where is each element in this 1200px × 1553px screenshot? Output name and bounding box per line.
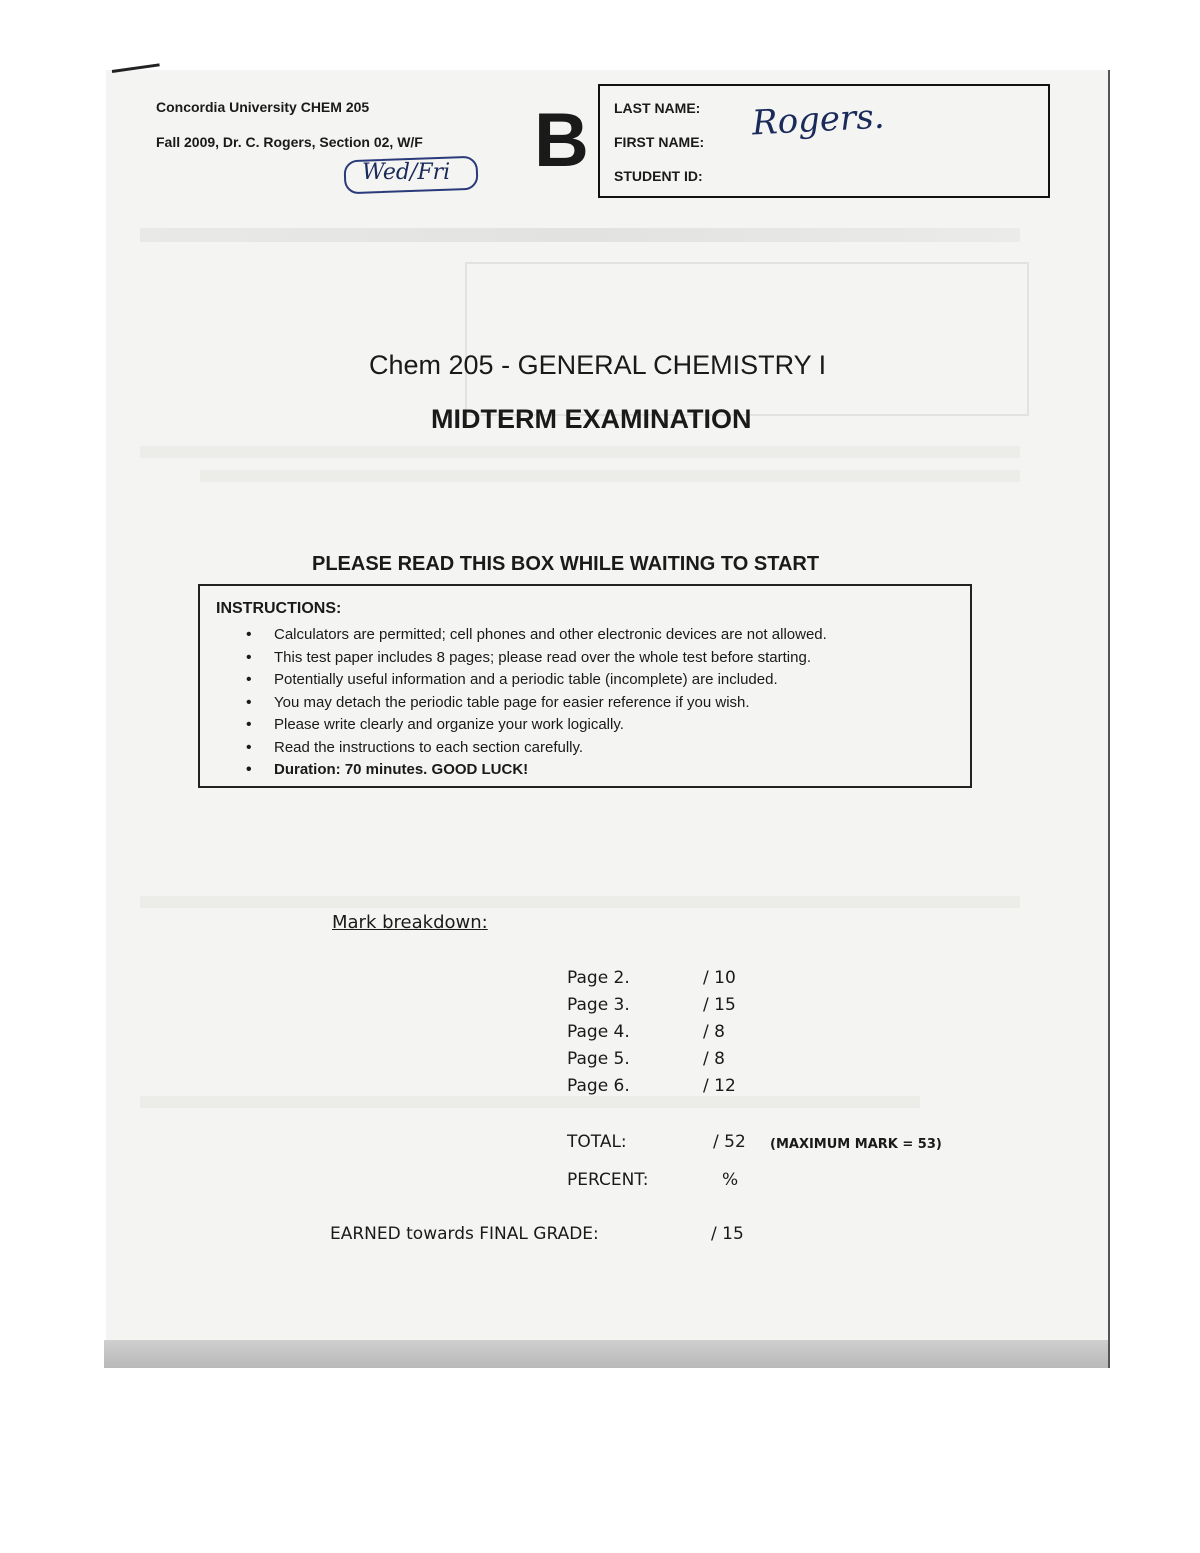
mark-row-page: Page 3. xyxy=(567,995,630,1015)
instruction-item-duration: • Duration: 70 minutes. GOOD LUCK! xyxy=(238,759,827,782)
mark-row-page: Page 5. xyxy=(567,1049,630,1069)
university-line: Concordia University CHEM 205 xyxy=(156,99,370,115)
student-id-label: STUDENT ID: xyxy=(614,168,703,184)
exam-title: MIDTERM EXAMINATION xyxy=(431,404,752,434)
course-line: Fall 2009, Dr. C. Rogers, Section 02, W/F xyxy=(156,134,423,150)
earned-marks: / 15 xyxy=(711,1224,744,1244)
instruction-item: • Calculators are permitted; cell phones and other electronic devices are not allowed. xyxy=(238,624,827,647)
scan-edge-shadow xyxy=(104,1340,1108,1368)
mark-row-page: Page 2. xyxy=(567,968,630,988)
mark-row-page: Page 4. xyxy=(567,1022,630,1042)
mark-row-marks: / 15 xyxy=(703,995,736,1015)
total-label: TOTAL: xyxy=(567,1132,627,1152)
instruction-item: • Potentially useful information and a periodic table (incomplete) are included. xyxy=(238,669,827,692)
mark-row-page: Page 6. xyxy=(567,1076,630,1096)
mark-breakdown-title-text: Mark breakdown xyxy=(332,912,482,933)
mark-breakdown-title: Mark breakdown: xyxy=(332,912,488,933)
handwritten-section: Wed/Fri xyxy=(362,160,451,185)
maximum-mark-note: (MAXIMUM MARK = 53) xyxy=(770,1137,942,1152)
instructions-heading: PLEASE READ THIS BOX WHILE WAITING TO START xyxy=(312,553,820,575)
instruction-item: • You may detach the periodic table page for easier reference if you wish. xyxy=(238,692,827,715)
instructions-list xyxy=(238,624,827,782)
mark-row-marks: / 8 xyxy=(703,1049,725,1069)
percent-label: PERCENT: xyxy=(567,1170,649,1190)
course-title: Chem 205 - GENERAL CHEMISTRY I xyxy=(369,350,827,380)
mark-row-marks: / 10 xyxy=(703,968,736,988)
mark-row-marks: / 12 xyxy=(703,1076,736,1096)
last-name-label: LAST NAME: xyxy=(614,100,701,116)
mark-row-marks: / 8 xyxy=(703,1022,725,1042)
percent-symbol: % xyxy=(722,1170,739,1190)
exam-version-letter: B xyxy=(534,98,589,183)
first-name-label: FIRST NAME: xyxy=(614,134,705,150)
instruction-item: • Please write clearly and organize your work logically. xyxy=(238,714,827,737)
instruction-item: • Read the instructions to each section carefully. xyxy=(238,737,827,760)
instructions-box xyxy=(198,584,972,788)
earned-label: EARNED towards FINAL GRADE: xyxy=(330,1224,599,1244)
total-marks: / 52 xyxy=(713,1132,746,1152)
handwritten-last-name: Rogers. xyxy=(751,96,886,144)
instructions-label: INSTRUCTIONS: xyxy=(216,600,342,617)
instruction-item: • This test paper includes 8 pages; please read over the whole test before starting. xyxy=(238,647,827,670)
